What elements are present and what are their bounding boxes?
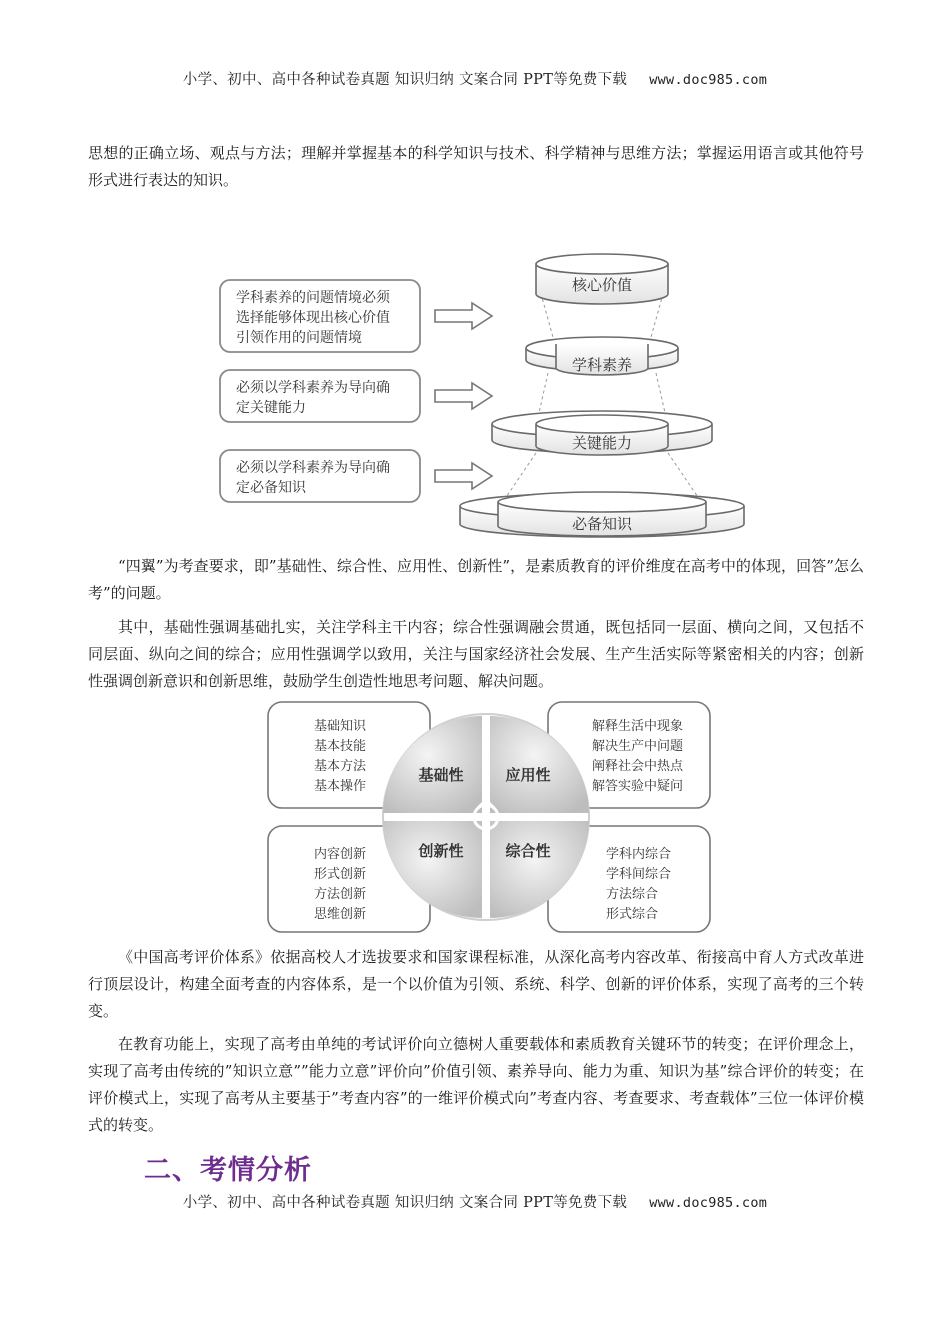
box-item: 解答实验中疑问 xyxy=(592,779,684,794)
box-item: 形式创新 xyxy=(314,867,367,882)
layer-label: 核心价值 xyxy=(571,276,633,294)
quadrant-label: 基础性 xyxy=(418,766,464,784)
box-item: 基础知识 xyxy=(314,719,367,734)
siyi-paragraph: “四翼”为考查要求，即”基础性、综合性、应用性、创新性”，是素质教育的评价维度在高考中的体现，回答”怎么考”的问题。 xyxy=(88,557,864,602)
left-box-line: 学科素养的问题情境必须 xyxy=(236,290,390,306)
box-item: 解决生产中问题 xyxy=(592,739,684,754)
layer-label: 必备知识 xyxy=(571,515,633,533)
left-box-line: 定必备知识 xyxy=(236,480,306,496)
function-paragraph: 在教育功能上，实现了高考由单纯的考试评价向立德树人重要载体和素质教育关键环节的转变；在评价理念上，实现了高考由传统的”知识立意””能力立意”评价向”价值引领、素养导向、能力为重、知识为基”综合评价的转变；在评价模式上，实现了高考从主要基于”考查内容”的一维评价模式向”考查内容、考查要求、考查载体”三位一体评价模式的转变。 xyxy=(88,1035,864,1134)
layer-label: 学科素养 xyxy=(571,356,633,374)
left-box-line: 必须以学科素养为导向确 xyxy=(236,380,390,396)
section-title: 二、考情分析 xyxy=(144,1155,312,1186)
quadrant-label: 创新性 xyxy=(418,842,464,860)
system-paragraph: 《中国高考评价体系》依据高校人才选拔要求和国家课程标准，从深化高考内容改革、衔接高中育人方式改革进行顶层设计，构建全面考查的内容体系，是一个以价值为引领、系统、科学、创新的评价体系，实现了高考的三个转变。 xyxy=(88,948,864,1020)
box-item: 阐释社会中热点 xyxy=(592,759,684,774)
arrow-right-icon xyxy=(435,383,492,409)
box-item: 基本技能 xyxy=(314,739,367,754)
box-item: 方法创新 xyxy=(314,887,367,902)
box-item: 方法综合 xyxy=(606,887,659,902)
layer-label: 关键能力 xyxy=(571,434,633,452)
intro-paragraph: 思想的正确立场、观点与方法；理解并掌握基本的科学知识与技术、科学精神与思维方法；掌握运用语言或其他符号形式进行表达的知识。 xyxy=(88,144,864,189)
footer-text: 小学、初中、高中各种试卷真题 知识归纳 文案合同 PPT等免费下载 xyxy=(182,1195,628,1211)
left-box-line: 引领作用的问题情境 xyxy=(236,330,362,346)
key-ability-disc xyxy=(492,411,712,455)
header-text: 小学、初中、高中各种试卷真题 知识归纳 文案合同 PPT等免费下载 xyxy=(182,72,628,88)
arrow-right-icon xyxy=(435,303,492,329)
box-item: 学科内综合 xyxy=(606,847,672,862)
quadrant-label: 综合性 xyxy=(505,842,551,860)
quadrant-circle xyxy=(383,714,589,920)
box-item: 学科间综合 xyxy=(606,867,672,882)
essential-knowledge-disc xyxy=(460,492,744,537)
box-item: 内容创新 xyxy=(314,847,367,862)
arrow-right-icon xyxy=(435,463,492,489)
left-box-line: 选择能够体现出核心价值 xyxy=(236,310,390,326)
left-box-line: 定关键能力 xyxy=(236,400,306,416)
box-item: 形式综合 xyxy=(606,907,659,922)
footer-url[interactable]: www.doc985.com xyxy=(649,1195,768,1211)
page-header xyxy=(0,68,950,89)
quadrant-label: 应用性 xyxy=(505,766,551,784)
evaluation-funnel-diagram xyxy=(210,248,770,538)
box-item: 思维创新 xyxy=(314,907,367,922)
core-value-cylinder xyxy=(536,254,668,304)
left-box-line: 必须以学科素养为导向确 xyxy=(236,460,390,476)
box-item: 解释生活中现象 xyxy=(592,719,684,734)
four-wings-diagram xyxy=(266,700,714,936)
qizhong-paragraph: 其中，基础性强调基础扎实，关注学科主干内容；综合性强调融会贯通，既包括同一层面、横向之间，又包括不同层面、纵向之间的综合；应用性强调学以致用，关注与国家经济社会发展、生产生活实际等紧密相关的内容；创新性强调创新意识和创新思维，鼓励学生创造性地思考问题、解决问题。 xyxy=(88,618,864,690)
header-url[interactable]: www.doc985.com xyxy=(649,72,768,88)
page-footer xyxy=(0,1191,950,1212)
box-item: 基本操作 xyxy=(314,779,367,794)
subject-literacy-disc xyxy=(526,337,678,375)
box-item: 基本方法 xyxy=(314,759,367,774)
